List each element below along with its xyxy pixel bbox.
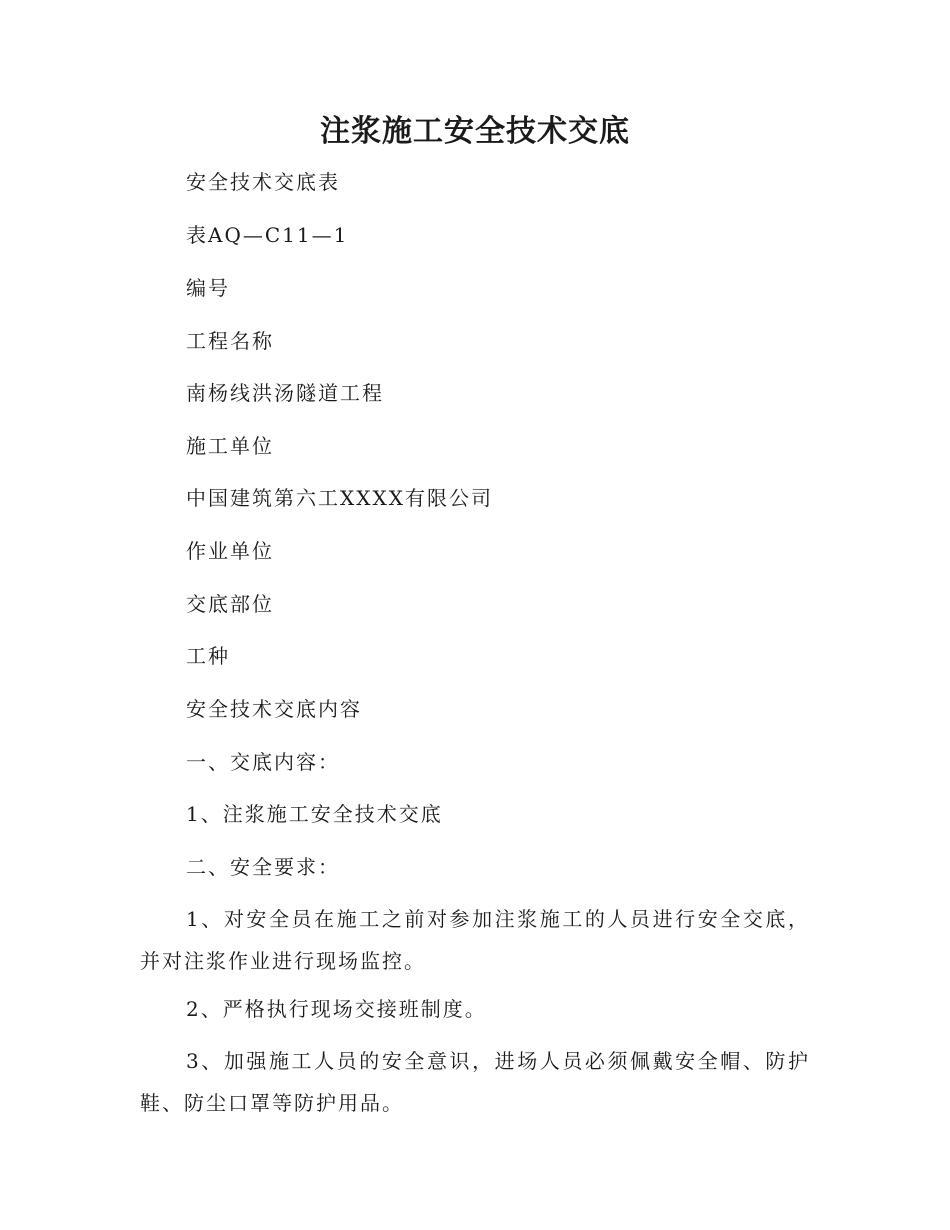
document-title: 注浆施工安全技术交底 (320, 114, 630, 149)
field-label-construction-unit: 施工单位 (186, 434, 274, 458)
requirement-3: 3、加强施工人员的安全意识，进场人员必须佩戴安全帽、防护鞋、防尘口罩等防护用品。 (140, 1049, 810, 1115)
heading-briefing-content: 一、交底内容： (186, 750, 340, 774)
field-label-serial: 编号 (186, 276, 230, 300)
field-label-trade: 工种 (186, 644, 230, 668)
field-value-construction-unit: 中国建筑第六工XXXX有限公司 (186, 486, 493, 510)
form-number: 表AQ—C11—1 (186, 223, 349, 247)
field-value-project-name: 南杨线洪汤隧道工程 (186, 381, 384, 405)
form-title: 安全技术交底表 (186, 170, 340, 194)
briefing-item-1: 1、注浆施工安全技术交底 (186, 802, 443, 826)
heading-safety-requirements: 二、安全要求： (186, 855, 340, 879)
requirement-2: 2、严格执行现场交接班制度。 (186, 997, 487, 1021)
section-label-content: 安全技术交底内容 (186, 697, 362, 721)
field-label-project-name: 工程名称 (186, 329, 274, 353)
field-label-briefing-location: 交底部位 (186, 592, 274, 616)
requirement-1: 1、对安全员在施工之前对参加注浆施工的人员进行安全交底，并对注浆作业进行现场监控。 (140, 907, 810, 973)
field-label-work-unit: 作业单位 (186, 539, 274, 563)
